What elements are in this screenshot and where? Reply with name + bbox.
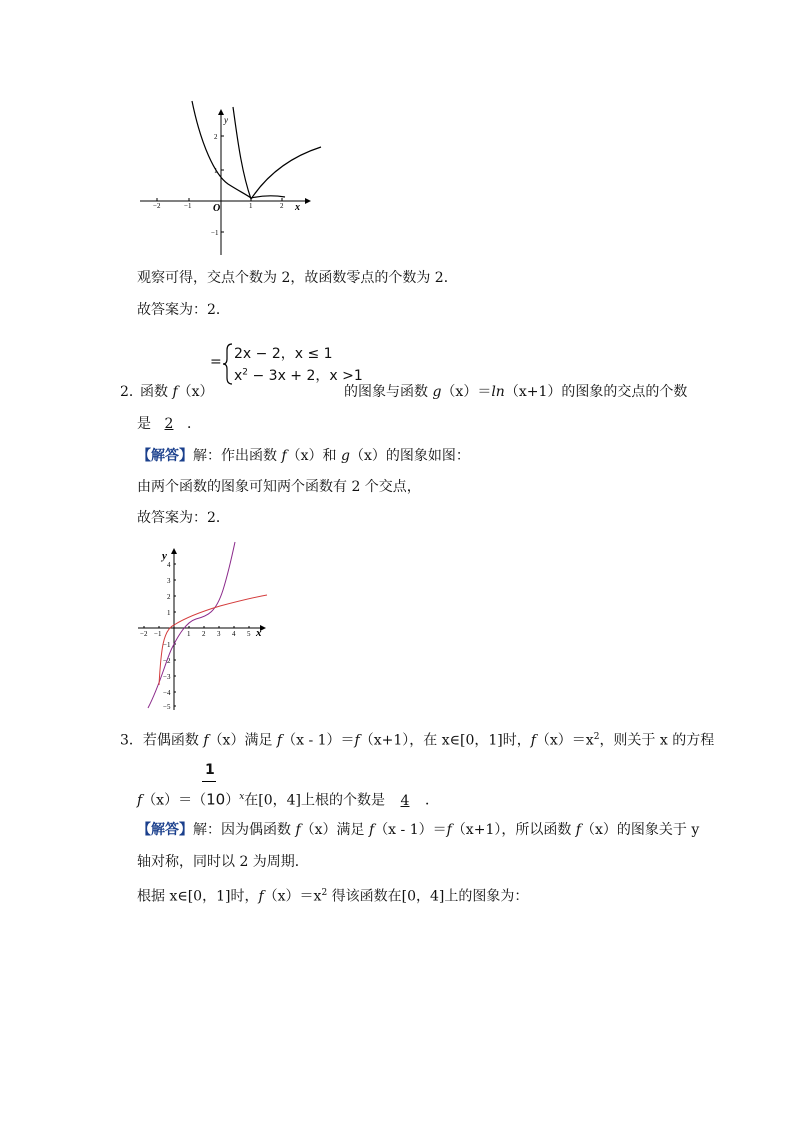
log-curve [251,147,321,199]
solution-3-line-3: 根据 x∈[0，1]时，$f(x)=x^2$ 得该函数在[0，4]上的图象为： [137,888,529,905]
y-tick-label: 2 [167,593,171,601]
piece-1: 2x − 2，x ≤ 1 [234,346,333,362]
fraction-bar [202,781,216,782]
y-tick-label: 4 [167,561,171,569]
x-axis-label: x [256,627,262,639]
question-number: 2． [120,384,143,400]
solution-2-line-2: 由两个函数的图象可知两个函数有 2 个交点， [137,479,421,495]
origin-label: O [213,203,221,214]
answer-blank: 2 [164,416,174,432]
x-tick-label: −2 [140,630,148,638]
equals-sign: = [210,354,222,370]
y-tick-label: 2 [214,133,218,141]
question-3-line-2 [137,760,537,810]
graph-1 [135,95,335,260]
y-tick-label: −2 [163,657,171,665]
question-2 [120,342,688,404]
solution-3-line-1: 【解答】解：因为偶函数 f（x）满足 f（x - 1）＝f（x+1），所以函数 f（x）的图象关于 y [137,822,700,838]
answer-blank: 4 [400,792,410,809]
x-tick-label: 3 [217,630,221,638]
x-tick-label: 4 [232,630,236,638]
equation-text: $f(x)=(10)^x$在[0，4]上根的个数是4． [137,790,440,809]
y-tick-label: 3 [167,577,171,585]
x-axis-label: x [295,202,300,213]
conclusion-text: 观察可得，交点个数为 2，故函数零点的个数为 2． [137,270,458,286]
solution-2-line-1: 【解答】解：作出函数 f（x）和 g（x）的图象如图： [137,448,470,464]
x-tick-label: 1 [249,202,253,210]
question-2-head: 函数 f（x） [140,384,214,400]
y-tick-label: −5 [163,703,171,711]
graph-2 [130,540,275,715]
solution-3-line-2: 轴对称，同时以 2 为周期． [137,854,309,870]
y-axis-arrow [171,548,177,554]
x-tick-label: 5 [247,630,251,638]
y-axis-label: y [224,115,228,125]
g-curve [159,595,267,685]
x-tick-label: −2 [153,202,161,210]
y-tick-label: −3 [163,673,171,681]
question-number: 3． [120,732,143,749]
x-tick-label: 2 [280,202,284,210]
x-tick-label: 2 [202,630,206,638]
exponential-curve [192,101,285,198]
steep-curve [233,107,251,199]
y-tick-label: 1 [167,609,171,617]
x-tick-label: −1 [184,202,192,210]
piece-2: $x^2 - 3x + 2$，x >1 [234,367,363,384]
y-tick-label: −1 [163,641,171,649]
y-tick-label: −1 [211,229,219,237]
y-axis-label: y [162,550,167,562]
answer-text: 故答案为：2． [137,302,230,318]
fraction-denominator: 10 [206,790,226,809]
question-2-tail: 的图象与函数 g（x）＝ln（x+1）的图象的交点的个数 [344,384,688,400]
fraction-numerator: 1 [205,762,215,778]
y-tick-label: 1 [214,167,218,175]
question-2-line-2: 是2． [137,416,201,432]
solution-2-answer: 故答案为：2． [137,510,230,526]
x-tick-label: 1 [187,630,191,638]
x-axis-arrow [305,198,311,204]
x-tick-label: −1 [154,630,162,638]
f-curve [148,542,235,708]
piecewise-brace [222,342,234,386]
question-3-line-1: 3．若偶函数 f（x）满足 f（x - 1）＝f（x+1），在 x∈[0，1]时，$f(x)=x^2$，则关于 x 的方程 [120,732,715,749]
y-tick-label: −4 [163,689,171,697]
